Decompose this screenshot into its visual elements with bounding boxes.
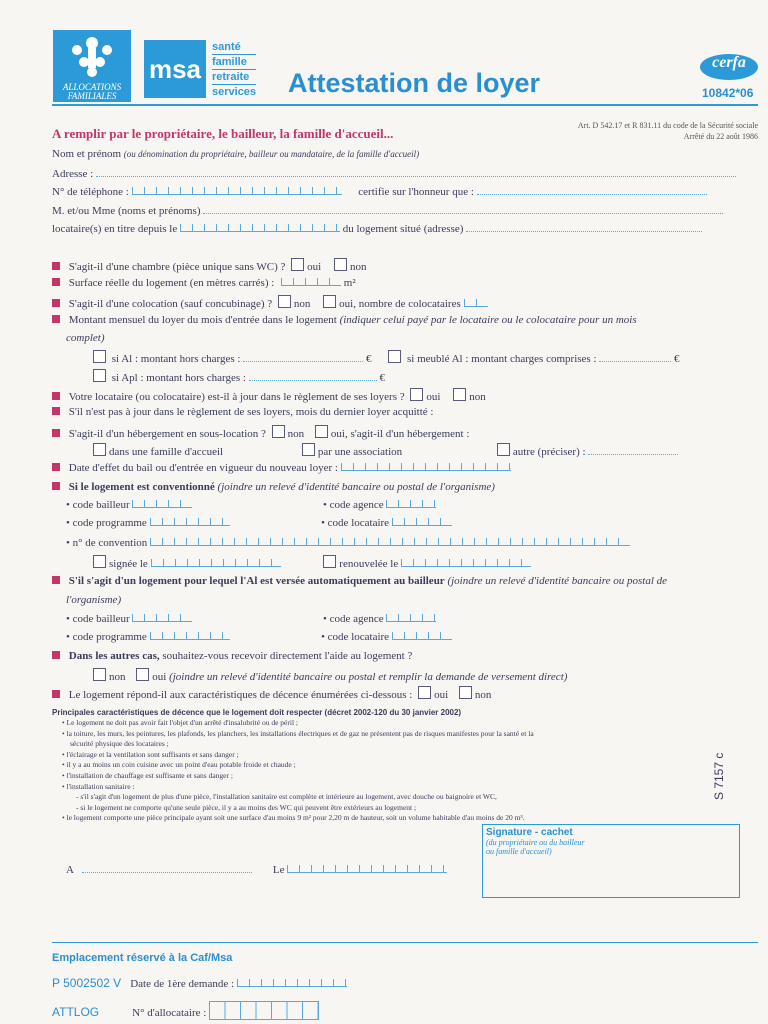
signee-field[interactable] [151, 559, 281, 567]
si-apl-field[interactable] [249, 370, 377, 381]
signee-label: signée le [109, 558, 148, 570]
square-bullet-icon [52, 651, 60, 659]
decence-label: Le logement répond-il aux caractéristiques de décence énumérées ci-dessous : [68, 689, 413, 701]
square-bullet-icon [52, 429, 60, 437]
euro-label: € [379, 372, 385, 384]
square-bullet-icon [52, 407, 60, 415]
footer-rule [52, 942, 758, 943]
a-jour-non-checkbox[interactable] [453, 388, 466, 401]
adresse-field[interactable] [96, 166, 736, 177]
code-programme-label: • code programme [66, 631, 147, 643]
msa-word-retraite: retraite [212, 70, 256, 85]
renouvelee-checkbox[interactable] [323, 555, 336, 568]
renouvelee-label: renouvelée le [339, 558, 399, 570]
date-effet-label: Date d'effet du bail ou d'entrée en vigueur du nouveau loyer : [68, 462, 338, 474]
code-bailleur-label: • code bailleur [66, 613, 130, 625]
non-label: non [474, 689, 492, 701]
square-bullet-icon [52, 262, 60, 270]
al-code-locataire-field[interactable] [392, 632, 452, 640]
date-demande-label: Date de 1ère demande : [130, 978, 235, 990]
surface-label: Surface réelle du logement (en mètres carrés) : [68, 277, 275, 289]
chambre-non-checkbox[interactable] [334, 258, 347, 271]
colocation-label: S'agit-il d'une colocation (sauf concubinage) ? [68, 298, 273, 310]
chambre-row [52, 258, 366, 273]
signature-place-row [66, 862, 447, 876]
decence-item: sécurité physique des locataires ; [70, 739, 169, 749]
telephone-field[interactable] [132, 187, 342, 195]
non-label: non [293, 298, 311, 310]
caf-logo-text: ALLOCATIONS FAMILIALES [62, 82, 122, 101]
si-al-checkbox[interactable] [93, 350, 106, 363]
msa-mark: msa [148, 54, 202, 84]
al-code-agence-field[interactable] [386, 614, 436, 622]
code-locataire-label: • code locataire [321, 517, 390, 529]
autres-cas-label: Dans les autres cas, [68, 650, 160, 662]
sous-location-row [52, 425, 469, 440]
legal-reference-1: Art. D 542.17 et R 831.11 du code de la Sécurité sociale [577, 121, 758, 130]
decence-item: • le logement comporte une pièce principale ayant soit une surface d'au moins 9 m² pour 2,20 m de hauteur, soit un volume habitable d'au moins de 20 m³. [62, 813, 525, 823]
colocation-non-checkbox[interactable] [278, 295, 291, 308]
conv-codes-row-2 [66, 517, 452, 529]
p-code: P 5002502 V [52, 976, 122, 990]
pas-a-jour-row [52, 406, 433, 418]
si-apl-label: si Apl : montant hors charges : [111, 372, 246, 384]
date-effet-row [52, 462, 511, 474]
si-apl-row [90, 369, 385, 384]
autres-cas-note: (joindre un relevé d'identité bancaire ou postal et remplir la demande de versement direct) [169, 671, 568, 683]
msa-words [212, 40, 256, 99]
oui-label: oui [307, 261, 322, 273]
legal-reference-2: Arrêté du 22 août 1986 [683, 132, 758, 141]
convention-field[interactable] [150, 538, 630, 546]
code-locataire-field[interactable] [392, 518, 452, 526]
signee-checkbox[interactable] [93, 555, 106, 568]
page-title: Attestation de loyer [288, 68, 541, 98]
si-al-field[interactable] [243, 351, 363, 362]
sous-location-label: S'agit-il d'un hébergement en sous-location ? [68, 428, 266, 440]
footer-attlog-row [52, 1001, 319, 1020]
euro-label: € [674, 353, 680, 365]
conventionne-note: (joindre un relevé d'identité bancaire ou postal de l'organisme) [217, 481, 495, 493]
m2-label: m² [343, 277, 356, 289]
signature-note-2: ou famille d'accueil) [486, 847, 552, 856]
caf-logo [53, 30, 131, 102]
decence-item: • l'installation sanitaire : [62, 781, 135, 791]
msa-word-sante: santé [212, 40, 256, 55]
al-code-programme-field[interactable] [150, 632, 230, 640]
decence-item: • Le logement ne doit pas avoir fait l'objet d'un arrêté d'insalubrité ou de péril ; [62, 718, 298, 727]
code-agence-field[interactable] [386, 500, 436, 508]
adresse-label: Adresse : [52, 168, 94, 180]
logement-situe-label: du logement situé (adresse) [342, 223, 464, 235]
pas-a-jour-label: S'il n'est pas à jour dans le règlement de ses loyers, mois du dernier loyer acquitté : [68, 406, 434, 418]
autres-cas-choice-row [90, 668, 567, 683]
attlog-label: ATTLOG [52, 1005, 100, 1019]
autre-checkbox[interactable] [497, 443, 510, 456]
square-bullet-icon [52, 690, 60, 698]
decence-title: Principales caractéristiques de décence que le logement doit respecter (décret 2002-120 du 30 janvier 2002) [52, 708, 462, 717]
conventionne-row [52, 481, 495, 493]
si-al-label: si Al : montant hors charges : [111, 353, 241, 365]
oui-label: oui [434, 689, 449, 701]
a-jour-label: Votre locataire (ou colocataire) est-il à jour dans le règlement de ses loyers ? [68, 391, 405, 403]
adresse-row [52, 166, 736, 180]
square-bullet-icon [52, 463, 60, 471]
autre-field[interactable] [588, 444, 678, 455]
msa-word-services: services [212, 86, 257, 98]
footer-code-row [52, 976, 347, 991]
locataire-nom-field[interactable] [203, 203, 723, 214]
si-meuble-checkbox[interactable] [388, 350, 401, 363]
al-codes-row-2 [66, 631, 452, 643]
autre-label: autre (préciser) : [512, 446, 586, 458]
code-agence-label: • code agence [322, 499, 384, 511]
footer-reserve-label: Emplacement réservé à la Caf/Msa [52, 952, 233, 964]
signature-title: Signature - cachet [486, 827, 573, 838]
square-bullet-icon [52, 392, 60, 400]
autres-cas-non-checkbox[interactable] [93, 668, 106, 681]
locataire-depuis-row [52, 221, 702, 235]
subtitle: A remplir par le propriétaire, le bailleur, la famille d'accueil... [52, 126, 394, 141]
convention-row [66, 537, 630, 549]
a-jour-oui-checkbox[interactable] [410, 388, 423, 401]
autres-cas-question: souhaitez-vous recevoir directement l'aide au logement ? [162, 650, 413, 662]
decence-item: • il y a au moins un coin cuisine avec un point d'eau potable froide et chaude ; [62, 760, 296, 770]
si-apl-checkbox[interactable] [93, 369, 106, 382]
decence-non-checkbox[interactable] [459, 686, 472, 699]
colocation-row [52, 295, 488, 310]
al-versee-note: (joindre un relevé d'identité bancaire ou postal de [447, 575, 668, 587]
non-label: non [349, 261, 367, 273]
non-label: non [109, 671, 126, 683]
le-field[interactable] [287, 865, 447, 873]
decence-list [62, 718, 742, 824]
signature-box[interactable] [482, 824, 740, 898]
sous-location-oui-checkbox[interactable] [315, 425, 328, 438]
cerfa-label: cerfa [712, 54, 746, 71]
locataire-depuis-label: locataire(s) en titre depuis le [52, 223, 178, 235]
locataire-depuis-field[interactable] [180, 224, 340, 232]
si-meuble-label: si meublé Al : montant charges comprises : [406, 353, 597, 365]
code-agence-label: • code agence [322, 613, 384, 625]
colocataires-label: oui, nombre de colocataires [339, 298, 461, 310]
al-versee-label: S'il s'agit d'un logement pour lequel l'Al est versée automatiquement au bailleur [68, 575, 445, 587]
decence-item: • l'éclairage et la ventilation sont suffisants et sans danger ; [62, 749, 239, 759]
hebergement-label: oui, s'agit-il d'un hébergement : [330, 428, 470, 440]
a-label: A [66, 864, 74, 876]
decence-item: • la toiture, les murs, les peintures, les plafonds, les planchers, les installations électriques et de gaz ne présentent pas de risques manifestes pour la santé et la [62, 728, 534, 738]
msa-word-famille: famille [212, 55, 256, 70]
square-bullet-icon [52, 278, 60, 286]
autres-cas-oui-checkbox[interactable] [136, 668, 149, 681]
nom-note: (ou dénomination du propriétaire, bailleur ou mandataire, de la famille d'accueil) [123, 149, 420, 159]
conv-codes-row-1 [66, 499, 436, 511]
si-al-row [90, 350, 680, 365]
date-effet-field[interactable] [341, 463, 511, 471]
oui-label: oui [426, 391, 441, 403]
renouvelee-field[interactable] [401, 559, 531, 567]
signature-note-1: (du propriétaire ou du bailleur [486, 838, 585, 847]
cerfa-logo [700, 54, 758, 80]
allocataire-label: N° d'allocataire : [132, 1007, 207, 1019]
header-rule [52, 104, 758, 106]
decence-item: • l'installation de chauffage est suffisante et sans danger ; [62, 770, 233, 780]
telephone-label: N° de téléphone : [52, 186, 129, 198]
sous-location-non-checkbox[interactable] [272, 425, 285, 438]
montant-label: Montant mensuel du loyer du mois d'entrée dans le logement [68, 314, 337, 326]
a-jour-row [52, 388, 486, 403]
decence-item: - s'il s'agit d'un logement de plus d'une pièce, l'installation sanitaire est complète et intérieure au logement, avec douche ou baignoire et WC, [76, 792, 497, 802]
msa-logo [144, 40, 206, 98]
al-code-bailleur-field[interactable] [132, 614, 192, 622]
family-icon [62, 34, 122, 78]
non-label: non [287, 428, 305, 440]
locataire-nom-row [52, 203, 723, 217]
al-codes-row-1 [66, 613, 436, 625]
surface-field[interactable] [281, 278, 341, 286]
montant-note-2: complet) [66, 332, 105, 344]
code-programme-field[interactable] [150, 518, 230, 526]
association-label: par une association [317, 446, 403, 458]
a-field[interactable] [82, 862, 252, 873]
logement-situe-field[interactable] [466, 221, 702, 232]
code-locataire-label: • code locataire [321, 631, 390, 643]
signee-row [90, 555, 531, 570]
famille-accueil-checkbox[interactable] [93, 443, 106, 456]
square-bullet-icon [52, 299, 60, 307]
famille-accueil-label: dans une famille d'accueil [109, 446, 224, 458]
telephone-row [52, 184, 707, 198]
conventionne-label: Si le logement est conventionné [68, 481, 215, 493]
non-label: non [469, 391, 486, 403]
cerfa-number: 10842*06 [702, 86, 754, 100]
decence-item: - si le logement ne comporte qu'une seule pièce, il y a au moins des WC qui peuvent être extérieurs au logement ; [76, 802, 417, 812]
hebergement-type-row [90, 443, 678, 458]
autres-cas-row [52, 650, 412, 662]
code-programme-label: • code programme [66, 517, 147, 529]
decence-row [52, 686, 491, 701]
association-checkbox[interactable] [302, 443, 315, 456]
nom-label: Nom et prénom [52, 148, 122, 160]
date-demande-field[interactable] [237, 979, 347, 987]
decence-oui-checkbox[interactable] [418, 686, 431, 699]
nom-row [52, 148, 419, 160]
al-versee-note-2: l'organisme) [66, 594, 122, 606]
code-bailleur-label: • code bailleur [66, 499, 130, 511]
allocataire-field[interactable] [209, 1001, 319, 1020]
montant-note: (indiquer celui payé par le locataire ou le colocataire pour un mois [339, 314, 637, 326]
convention-label: • n° de convention [66, 537, 148, 549]
surface-row [52, 277, 356, 289]
si-meuble-field[interactable] [599, 351, 671, 362]
montant-row [52, 314, 637, 326]
oui-label: oui [152, 671, 167, 683]
le-label: Le [272, 864, 285, 876]
square-bullet-icon [52, 576, 60, 584]
locataire-nom-label: M. et/ou Mme (noms et prénoms) [52, 205, 201, 217]
square-bullet-icon [52, 315, 60, 323]
code-bailleur-field[interactable] [132, 500, 192, 508]
certifie-line [477, 184, 707, 195]
chambre-label: S'agit-il d'une chambre (pièce unique sans WC) ? [68, 261, 286, 273]
chambre-oui-checkbox[interactable] [291, 258, 304, 271]
side-code: S 7157 c [712, 752, 726, 800]
certifie-label: certifie sur l'honneur que : [358, 186, 474, 198]
colocataires-field[interactable] [464, 299, 488, 307]
legal-reference [500, 120, 758, 142]
al-versee-row [52, 575, 667, 587]
euro-label: € [365, 353, 372, 365]
square-bullet-icon [52, 482, 60, 490]
colocation-oui-checkbox[interactable] [323, 295, 336, 308]
